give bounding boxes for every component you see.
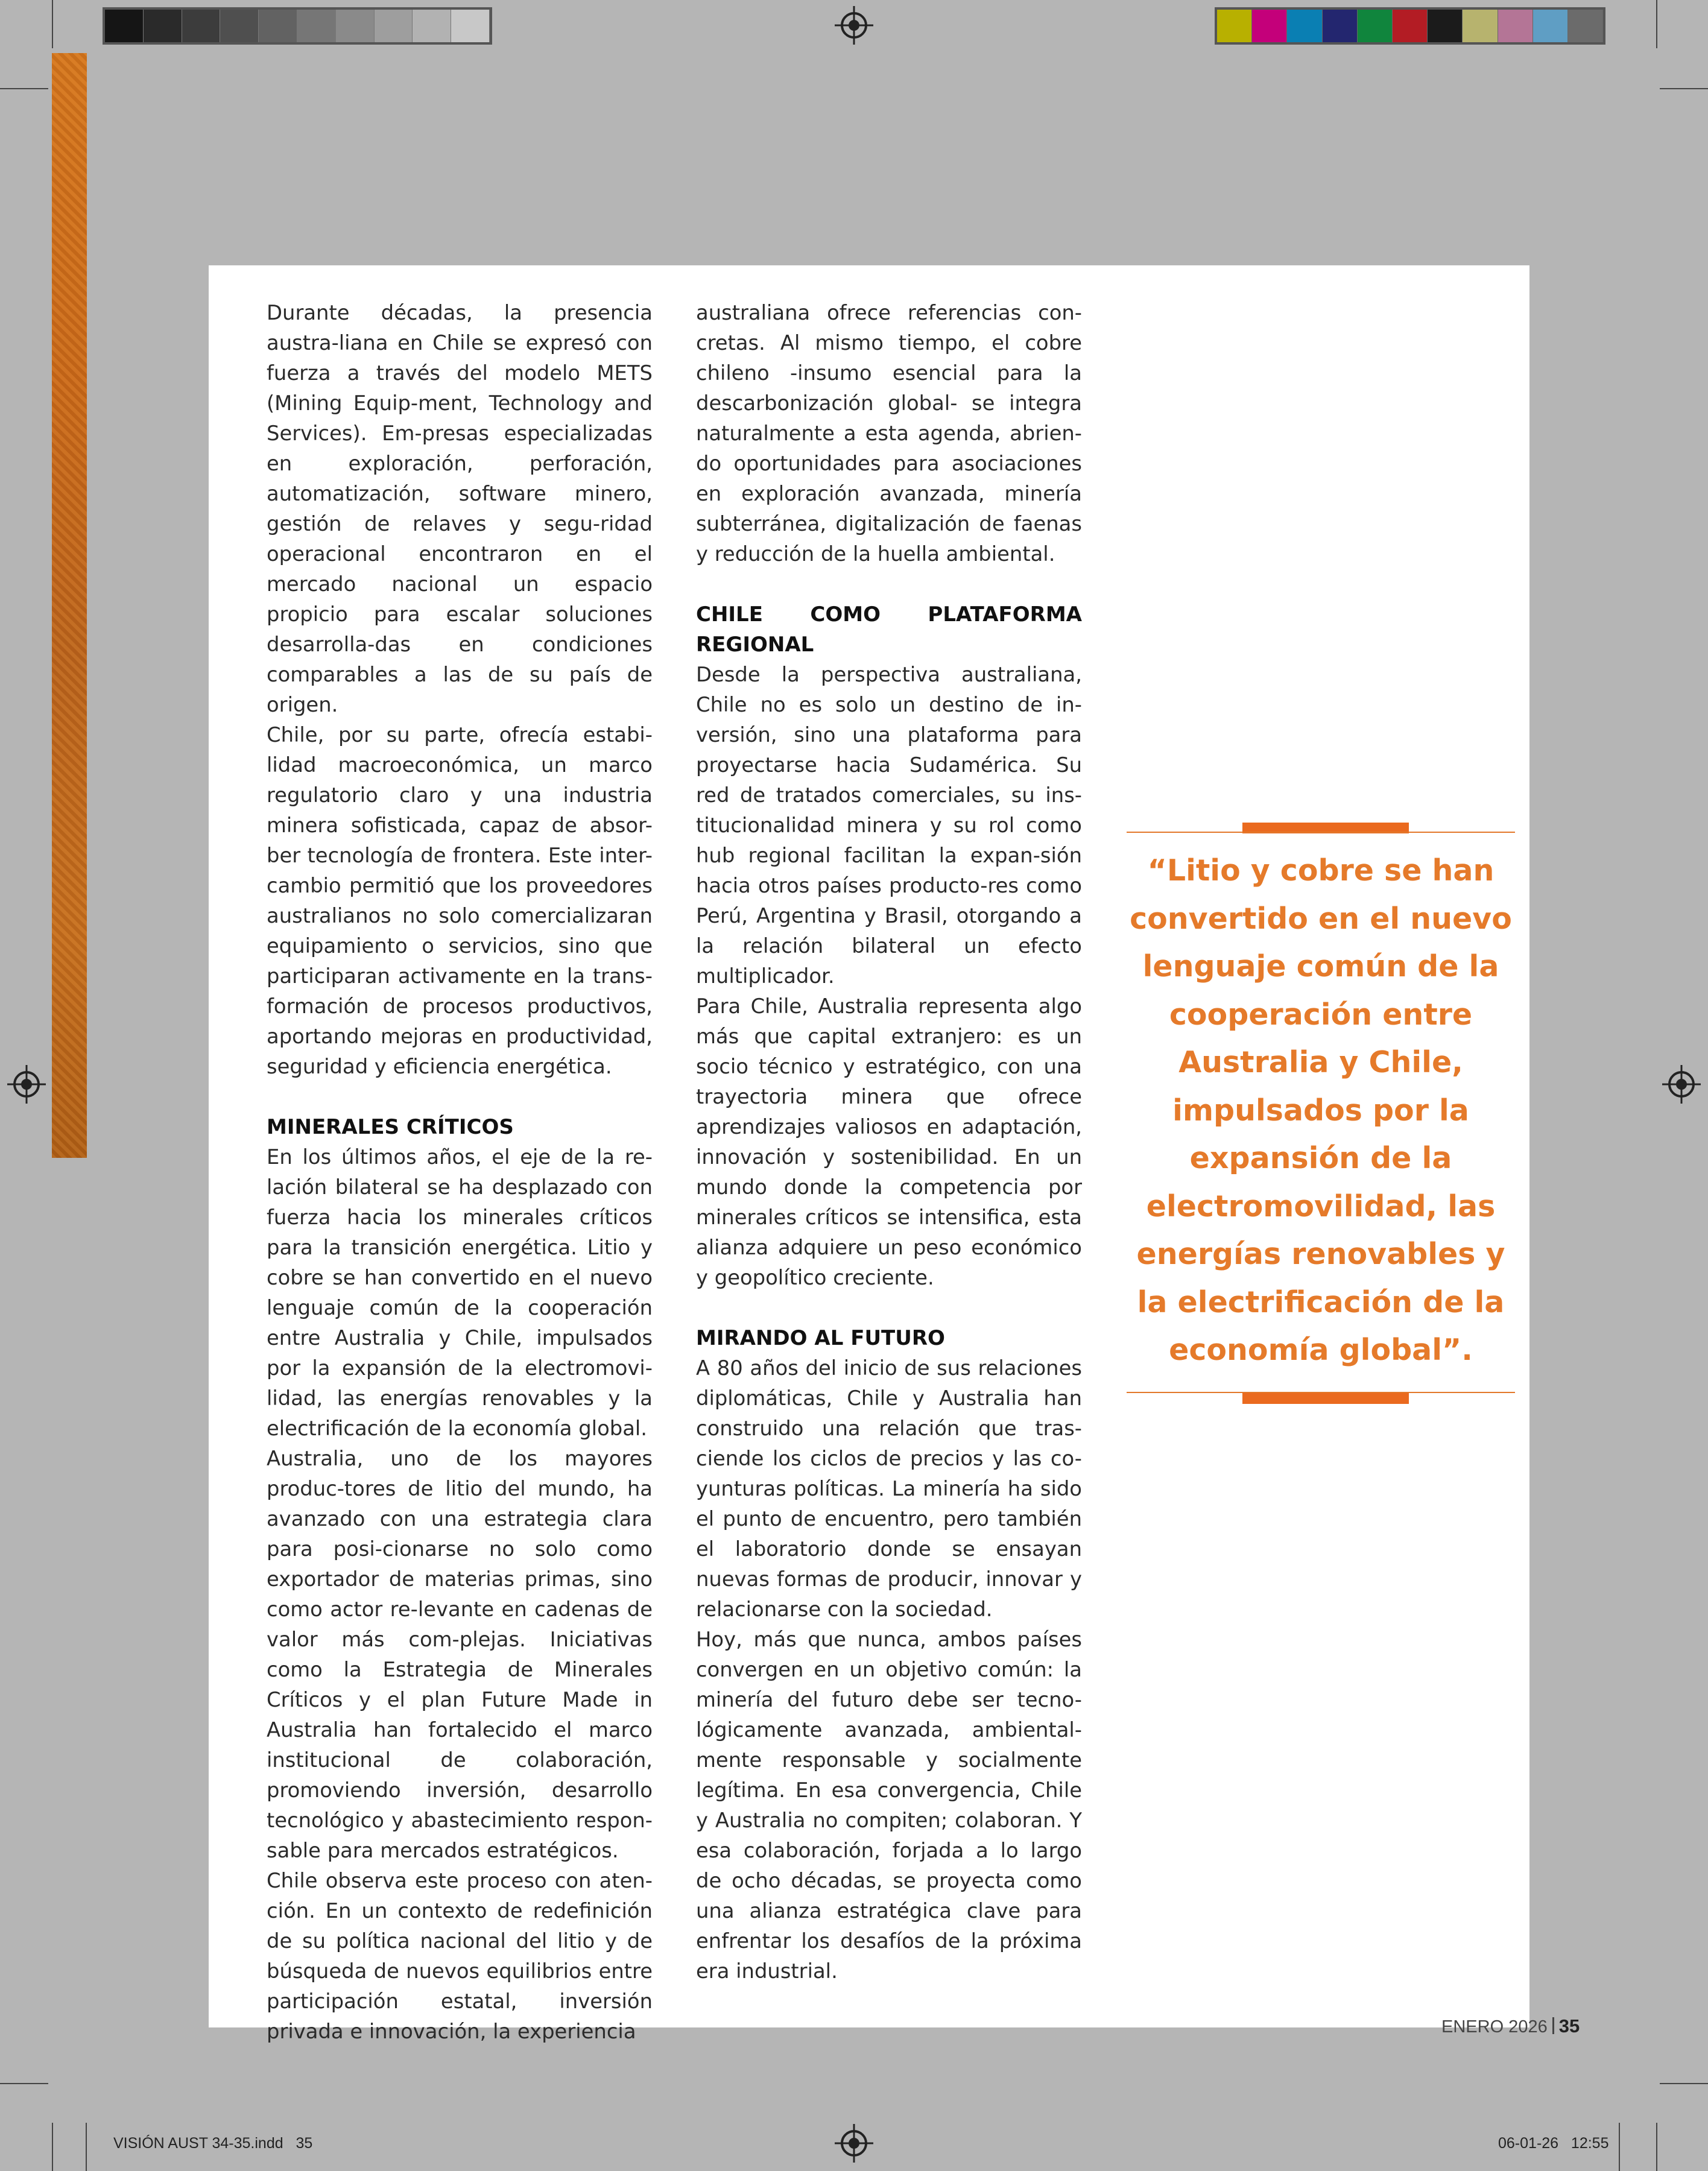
color-swatch [1533, 10, 1568, 42]
color-swatch [1358, 10, 1393, 42]
paragraph: Australia, uno de los mayores produc-tores de litio del mundo, ha avanzado con una estrategia clara para posi-cionarse no solo como exportador de materias primas, sino como actor re-levante en cadenas de valor más com-plejas. Iniciativas como la Estrategia de Minerales Críticos y el plan Future Made in Australia han fortalecido el marco institucional de colaboración, promoviendo inversión, desarrollo tecnológico y abastecimiento respon-sable para mercados estratégicos. [267, 1447, 653, 1862]
slug-timestamp: 06-01-26 12:55 [1498, 2135, 1609, 2152]
color-swatch [375, 10, 413, 42]
crop-mark [52, 2123, 53, 2171]
page-number: 35 [1558, 2015, 1580, 2037]
cmyk-color-bar [1215, 7, 1605, 45]
paragraph: A 80 años del inicio de sus relaciones diplomáticas, Chile y Australia han construido una relación que tras-ciende los ciclos de precios y las co-yunturas políticas. La minería ha sido el punto de encuentro, pero también el laboratorio donde se ensayan nuevas formas de producir, innovar y relacionarse con la sociedad. [696, 1356, 1082, 1621]
color-swatch [1498, 10, 1533, 42]
color-swatch [413, 10, 451, 42]
paragraph: Chile, por su parte, ofrecía estabi-lidad macroeconómica, un marco regulatorio claro y una industria minera sofisticada, capaz de absor-ber tecnología de frontera. Este inter-cambio permitió que los proveedores australianos no solo comercializaran equipamiento o servicios, sino que participaran activamente en la trans-formación de procesos productivos, aportando mejoras en productividad, seguridad y eficiencia energética. [267, 723, 653, 1078]
crop-mark [52, 0, 53, 48]
color-swatch [451, 10, 490, 42]
paragraph: Para Chile, Australia representa algo más que capital extranjero: es un socio técnico y estratégico, con una trayectoria minera que ofrece aprendizajes valiosos en adaptación, innovación y sostenibilidad. En un mundo donde la competencia por minerales críticos se intensifica, esta alianza adquiere un peso económico y geopolítico creciente. [696, 994, 1082, 1289]
color-swatch [182, 10, 221, 42]
section-heading: CHILE COMO PLATAFORMA REGIONAL [696, 602, 1082, 657]
color-swatch [1323, 10, 1358, 42]
crop-mark [1619, 2123, 1620, 2171]
registration-mark-icon [1668, 1071, 1695, 1098]
registration-mark-icon [841, 2130, 867, 2157]
quote-rule [1127, 832, 1515, 833]
paragraph: Chile observa este proceso con aten-ción. En un contexto de redefinición de su política nacional del litio y de búsqueda de nuevos equilibrios entre participación estatal, inversión privada e innovación, la experiencia [267, 1869, 653, 2043]
crop-mark [86, 2123, 87, 2171]
slug-filename: VISIÓN AUST 34-35.indd 35 [113, 2135, 313, 2152]
article-column-1 [267, 298, 653, 2047]
section-heading: MINERALES CRÍTICOS [267, 1115, 514, 1139]
color-swatch [259, 10, 297, 42]
color-swatch [1393, 10, 1428, 42]
decorative-orange-strip [52, 53, 87, 1158]
color-swatch [1217, 10, 1252, 42]
crop-mark [0, 88, 48, 89]
issue-date: ENERO 2026 [1441, 2017, 1548, 2037]
paragraph: australiana ofrece referencias con-cretas. Al mismo tiempo, el cobre chileno -insumo esencial para la descarbonización global- se integra naturalmente a esta agenda, abrien-do oportunidades para asociaciones en exploración avanzada, minería subterránea, digitalización de faenas y reducción de la huella ambiental. [696, 301, 1082, 566]
paragraph: En los últimos años, el eje de la re-lación bilateral se ha desplazado con fuerza hacia los minerales críticos para la transición energética. Litio y cobre se han convertido en el nuevo lenguaje común de la cooperación entre Australia y Chile, impulsados por la expansión de la electromovi-lidad, las energías renovables y la electrificación de la economía global. [267, 1145, 653, 1440]
paragraph: Durante décadas, la presencia austra-liana en Chile se expresó con fuerza a través del modelo METS (Mining Equip-ment, Technology and Services). Em-presas especializadas en exploración, perforación, automatización, software minero, gestión de relaves y segu-ridad operacional encontraron en el mercado nacional un espacio propicio para escalar soluciones desarrolla-das en condiciones comparables a las de su país de origen. [267, 301, 653, 716]
registration-mark-icon [841, 12, 867, 39]
color-swatch [220, 10, 259, 42]
crop-mark [1656, 2123, 1657, 2171]
article-column-2 [696, 298, 1082, 1986]
color-swatch [105, 10, 144, 42]
color-swatch [1252, 10, 1287, 42]
paragraph: Hoy, más que nunca, ambos países convergen en un objetivo común: la minería del futuro debe ser tecno-lógicamente avanzada, ambiental-mente responsable y socialmente legítima. En esa convergencia, Chile y Australia no compiten; colaboran. Y esa colaboración, forjada a lo largo de ocho décadas, se proyecta como una alianza estratégica clave para enfrentar los desafíos de la próxima era industrial. [696, 1628, 1082, 1983]
crop-mark [1656, 0, 1657, 48]
color-swatch [1463, 10, 1498, 42]
pull-quote-box [1127, 823, 1515, 1406]
grayscale-color-bar [103, 7, 492, 45]
page-folio [1441, 2015, 1580, 2037]
color-swatch [336, 10, 375, 42]
paragraph: Desde la perspectiva australiana, Chile no es solo un destino de in-versión, sino una plataforma para proyectarse hacia Sudamérica. Su red de tratados comerciales, su ins-titucionalidad minera y su rol como hub regional facilitan la expan-sión hacia otros países producto-res como Perú, Argentina y Brasil, otorgando a la relación bilateral un efecto multiplicador. [696, 663, 1082, 988]
registration-mark-icon [13, 1071, 40, 1098]
crop-mark [1660, 2083, 1708, 2084]
section-heading: MIRANDO AL FUTURO [696, 1326, 945, 1350]
color-swatch [144, 10, 182, 42]
pull-quote: “Litio y cobre se han convertido en el nuevo lenguaje común de la cooperación entre Australia y Chile, impulsados por la expansión de la electromovilidad, las energías renovables y la electrificación de la economía global”. [1130, 853, 1512, 1367]
crop-mark [0, 2083, 48, 2084]
color-swatch [297, 10, 336, 42]
crop-mark [1660, 88, 1708, 89]
color-swatch [1428, 10, 1463, 42]
quote-accent-bar [1242, 1393, 1409, 1404]
color-swatch [1568, 10, 1603, 42]
color-swatch [1287, 10, 1322, 42]
